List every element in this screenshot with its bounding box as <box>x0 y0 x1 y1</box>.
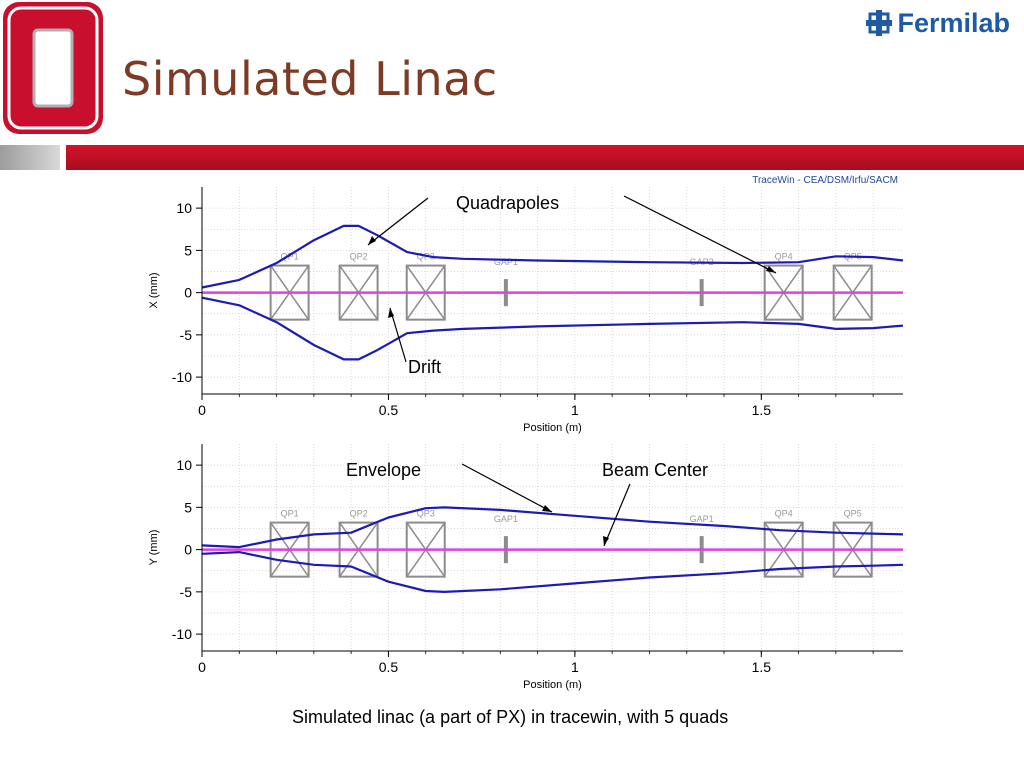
slide-caption: Simulated linac (a part of PX) in tracewin, with 5 quads <box>292 707 729 727</box>
y-tick-label: 5 <box>184 499 192 516</box>
x-envelope-plot <box>148 187 903 434</box>
y-tick-label: -5 <box>179 326 192 343</box>
beam-center-label: Beam Center <box>602 460 709 480</box>
element-label: QP1 <box>280 251 299 262</box>
x-tick-label: 0.5 <box>378 402 399 418</box>
fermilab-wordmark: Fermilab <box>897 7 1010 38</box>
header-band-red <box>66 145 1024 170</box>
y-axis-label: Y (mm) <box>148 529 160 566</box>
y-tick-label: -10 <box>171 369 192 386</box>
x-axis-label: Position (m) <box>523 679 582 691</box>
plot-background <box>202 444 903 651</box>
element-label: GAP1 <box>689 514 714 525</box>
x-tick-label: 0 <box>198 402 206 418</box>
y-axis-label: X (mm) <box>148 272 160 309</box>
element-label: QP4 <box>774 508 793 519</box>
fermilab-logo <box>865 6 1010 40</box>
y-envelope-plot <box>148 444 903 691</box>
element-label: QP2 <box>349 251 368 262</box>
x-tick-label: 1.5 <box>751 402 772 418</box>
slide-title: Simulated Linac <box>122 52 498 106</box>
logo-inner <box>34 30 72 106</box>
y-tick-label: -10 <box>171 626 192 643</box>
tracewin-chart <box>140 172 910 702</box>
y-tick-label: 10 <box>176 457 192 474</box>
element-label: QP3 <box>416 508 435 519</box>
y-tick-label: 0 <box>184 541 192 558</box>
element-label: QP4 <box>774 251 793 262</box>
fermilab-mark-icon <box>865 9 893 37</box>
x-tick-label: 1 <box>570 402 579 418</box>
header-band-grey <box>0 145 60 170</box>
element-label: GAP1 <box>493 257 518 268</box>
element-label: QP5 <box>843 508 862 519</box>
element-label: QP2 <box>349 508 368 519</box>
x-tick-label: 1.5 <box>751 659 772 675</box>
y-tick-label: 5 <box>184 242 192 259</box>
y-tick-label: 10 <box>176 200 192 217</box>
x-tick-label: 0 <box>198 659 206 675</box>
x-tick-label: 0.5 <box>378 659 399 675</box>
y-tick-label: 0 <box>184 284 192 301</box>
envelope-label: Envelope <box>346 460 422 480</box>
ohio-state-logo <box>0 0 110 136</box>
element-label: GAP2 <box>689 257 714 268</box>
element-label: QP3 <box>416 251 435 262</box>
element-label: QP5 <box>843 251 862 262</box>
y-tick-label: -5 <box>179 583 192 600</box>
plot-background <box>202 187 903 394</box>
drift-label: Drift <box>408 357 441 377</box>
x-axis-label: Position (m) <box>523 422 582 434</box>
element-label: GAP1 <box>493 514 518 525</box>
element-label: QP1 <box>280 508 299 519</box>
quadrapoles-label: Quadrapoles <box>456 193 560 213</box>
tracewin-credit: TraceWin - CEA/DSM/Irfu/SACM <box>752 175 898 186</box>
x-tick-label: 1 <box>570 659 579 675</box>
